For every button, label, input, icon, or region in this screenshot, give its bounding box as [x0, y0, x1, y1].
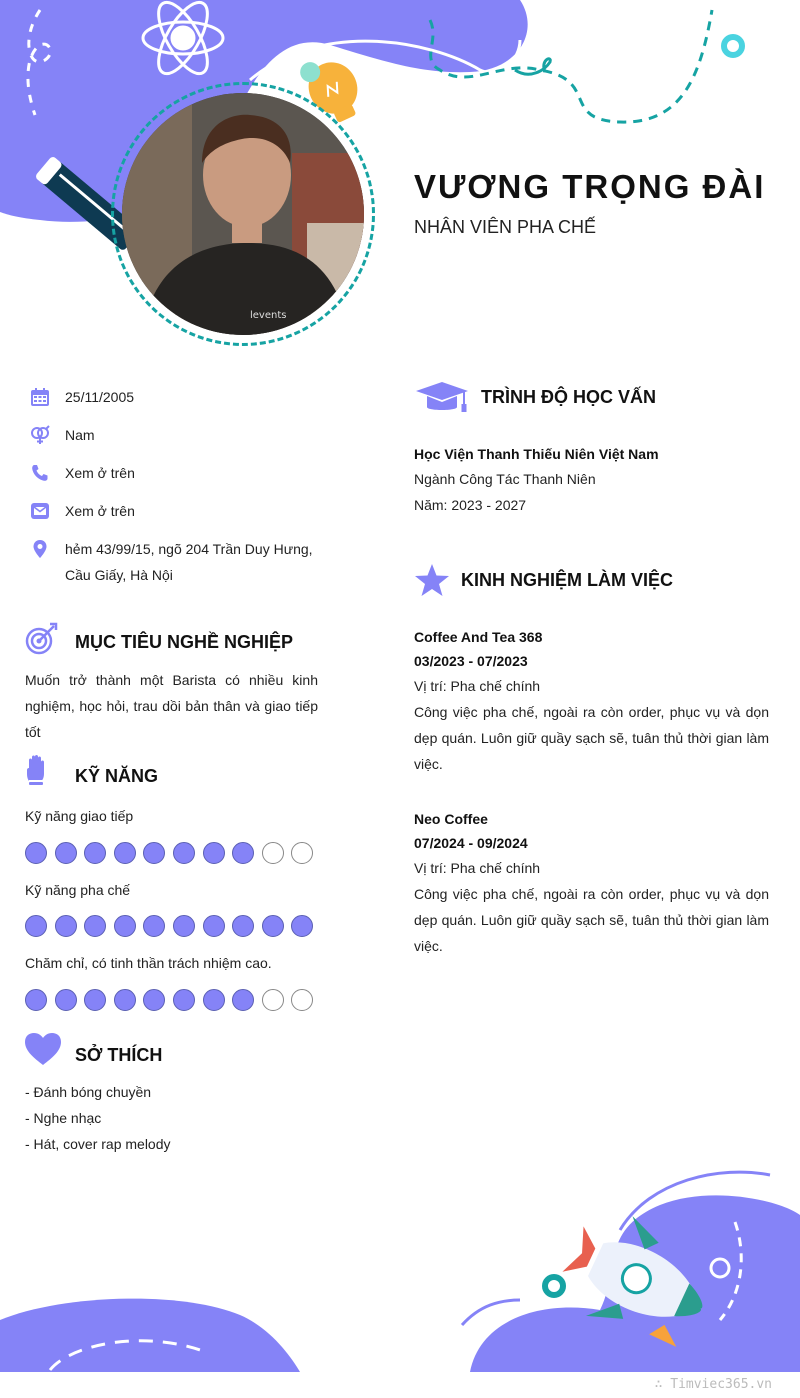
rating-dot-filled	[232, 989, 254, 1011]
footer-decoration	[0, 1160, 800, 1398]
rating-dot-filled	[114, 842, 136, 864]
education-major: Ngành Công Tác Thanh Niên	[414, 471, 596, 487]
skill-label: Kỹ năng giao tiếp	[25, 808, 134, 824]
objective-text: Muốn trở thành một Barista có nhiều kinh nghiệm, học hỏi, trau dồi bản thân và giao tiếp tốt	[25, 672, 318, 740]
rating-dot-filled	[232, 915, 254, 937]
candidate-name: VƯƠNG TRỌNG ĐÀI	[414, 168, 766, 205]
rating-dot-filled	[232, 842, 254, 864]
phone-icon	[30, 463, 50, 483]
email-value: Xem ở trên	[65, 503, 135, 519]
rating-dot-filled	[143, 842, 165, 864]
hobby-item: - Hát, cover rap melody	[25, 1136, 171, 1152]
hand-icon	[24, 754, 48, 786]
phone-value: Xem ở trên	[65, 465, 135, 481]
star-icon	[414, 563, 450, 597]
rating-dot-filled	[173, 842, 195, 864]
contact-address	[30, 536, 330, 588]
contact-birthday	[30, 384, 330, 410]
rating-dot-filled	[203, 915, 225, 937]
contact-email	[30, 498, 330, 524]
education-school: Học Viện Thanh Thiếu Niên Việt Nam	[414, 446, 659, 462]
birthday-value: 25/11/2005	[65, 389, 135, 405]
education-years: Năm: 2023 - 2027	[414, 497, 527, 513]
rating-dot-filled	[203, 842, 225, 864]
watermark-text: Timviec365.vn	[670, 1377, 772, 1392]
rating-dot-filled	[114, 915, 136, 937]
job-description: Công việc pha chế, ngoài ra còn order, phục vụ và dọn dẹp quán. Luôn giữ quầy sạch sẽ, tuân thủ thời gian làm việc.	[414, 704, 769, 772]
rating-dot-filled	[55, 989, 77, 1011]
job-period: 07/2024 - 09/2024	[414, 835, 528, 851]
graduation-cap-icon	[414, 381, 470, 415]
skill-label: Kỹ năng pha chế	[25, 882, 131, 898]
skill-label: Chăm chỉ, có tinh thần trách nhiệm cao.	[25, 955, 272, 971]
skills-title: KỸ NĂNG	[75, 766, 159, 786]
job-description: Công việc pha chế, ngoài ra còn order, phục vụ và dọn dẹp quán. Luôn giữ quầy sạch sẽ, tuân thủ thời gian làm việc.	[414, 886, 769, 954]
rating-dot-empty	[262, 989, 284, 1011]
rating-dot-empty	[262, 842, 284, 864]
rating-dot-empty	[291, 842, 313, 864]
skill-rating	[25, 842, 325, 866]
gender-icon	[30, 425, 50, 445]
target-icon	[24, 622, 58, 656]
hobby-item: - Nghe nhạc	[25, 1110, 102, 1126]
profile-photo	[122, 93, 364, 335]
contact-gender	[30, 422, 330, 448]
job-company: Neo Coffee	[414, 811, 488, 827]
contact-phone	[30, 460, 330, 486]
profile-photo-frame	[111, 82, 375, 346]
rating-dot-filled	[25, 989, 47, 1011]
skill-rating	[25, 915, 325, 939]
location-pin-icon	[30, 539, 50, 559]
rating-dot-filled	[143, 915, 165, 937]
rating-dot-filled	[25, 915, 47, 937]
job-position: Vị trí: Pha chế chính	[414, 860, 541, 876]
experience-title: KINH NGHIỆM LÀM VIỆC	[461, 570, 674, 590]
address-value: hẻm 43/99/15, ngõ 204 Trần Duy Hưng, Cầu Giấy, Hà Nội	[65, 541, 313, 583]
rating-dot-filled	[143, 989, 165, 1011]
calendar-icon	[30, 387, 50, 407]
rating-dot-filled	[203, 989, 225, 1011]
rating-dot-filled	[55, 842, 77, 864]
rating-dot-filled	[84, 915, 106, 937]
job-title: NHÂN VIÊN PHA CHẾ	[414, 217, 597, 237]
rating-dot-filled	[84, 842, 106, 864]
hobby-item: - Đánh bóng chuyền	[25, 1084, 152, 1100]
rating-dot-filled	[55, 915, 77, 937]
svg-text:levents: levents	[250, 310, 287, 321]
job-company: Coffee And Tea 368	[414, 629, 543, 645]
rating-dot-filled	[173, 915, 195, 937]
heart-icon	[24, 1032, 62, 1066]
rating-dot-filled	[84, 989, 106, 1011]
email-icon	[30, 501, 50, 521]
skill-rating	[25, 989, 325, 1013]
objective-title: MỤC TIÊU NGHỀ NGHIỆP	[75, 632, 294, 652]
job-period: 03/2023 - 07/2023	[414, 653, 528, 669]
hobbies-title: SỞ THÍCH	[75, 1045, 163, 1065]
rating-dot-filled	[114, 989, 136, 1011]
rating-dot-filled	[262, 915, 284, 937]
education-title: TRÌNH ĐỘ HỌC VẤN	[481, 387, 656, 407]
gender-value: Nam	[65, 427, 95, 443]
watermark: ∴ Timviec365.vn	[654, 1377, 772, 1392]
rating-dot-filled	[291, 915, 313, 937]
rating-dot-filled	[173, 989, 195, 1011]
job-position: Vị trí: Pha chế chính	[414, 678, 541, 694]
rating-dot-filled	[25, 842, 47, 864]
rating-dot-empty	[291, 989, 313, 1011]
